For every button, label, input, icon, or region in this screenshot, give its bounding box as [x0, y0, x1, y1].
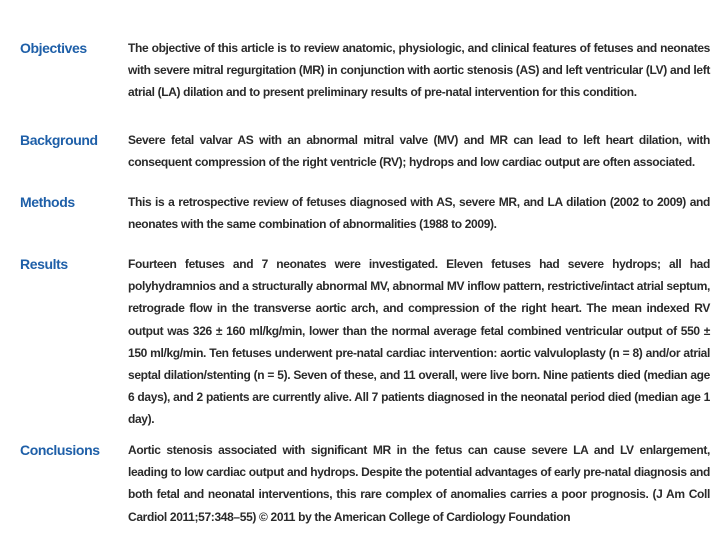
- section-background: [20, 122, 710, 184]
- section-methods: [20, 184, 710, 246]
- section-heading: Background: [20, 132, 98, 148]
- section-objectives: [20, 30, 710, 122]
- abstract: [20, 30, 710, 530]
- section-heading: Methods: [20, 194, 75, 210]
- section-text: Aortic stenosis associated with significant MR in the fetus can cause severe LA and LV enlargement, leading to low cardiac output and hydrops. Despite the potential advantages of early pre-natal diagnosis and both fetal and neonatal interventions, this rare complex of anomalies carries a poor prognosis. (J Am Coll Cardiol 2011;57:348–55) © 2011 by the American College of Cardiology Foundation: [128, 443, 710, 524]
- section-text: The objective of this article is to review anatomic, physiologic, and clinical features of fetuses and neonates with severe mitral regurgitation (MR) in conjunction with aortic stenosis (AS) and left ventricular (LV) and left atrial (LA) dilation and to present preliminary results of pre-natal intervention for this condition.: [128, 41, 710, 100]
- section-heading: Objectives: [20, 40, 87, 56]
- section-conclusions: [20, 432, 710, 530]
- section-text: Severe fetal valvar AS with an abnormal mitral valve (MV) and MR can lead to left heart dilation, with consequent compression of the right ventricle (RV); hydrops and low cardiac output are often associated.: [128, 133, 710, 170]
- section-results: [20, 246, 710, 432]
- section-text: This is a retrospective review of fetuses diagnosed with AS, severe MR, and LA dilation (2002 to 2009) and neonates with the same combination of abnormalities (1988 to 2009).: [128, 195, 710, 232]
- section-heading: Conclusions: [20, 442, 100, 458]
- section-heading: Results: [20, 256, 68, 272]
- section-text: Fourteen fetuses and 7 neonates were investigated. Eleven fetuses had severe hydrops; all had polyhydramnios and a structurally abnormal MV, abnormal MV inflow pattern, restrictive/intact atrial septum, retrograde flow in the transverse aortic arch, and compression of the right heart. The mean indexed RV output was 326 ± 160 ml/kg/min, lower than the normal average fetal combined ventricular output of 550 ± 150 ml/kg/min. Ten fetuses underwent pre-natal cardiac intervention: aortic valvuloplasty (n = 8) and/or atrial septal dilation/stenting (n = 5). Seven of these, and 11 overall, were live born. Nine patients died (median age 6 days), and 2 patients are currently alive. All 7 patients diagnosed in the neonatal period died (median age 1 day).: [128, 257, 710, 427]
